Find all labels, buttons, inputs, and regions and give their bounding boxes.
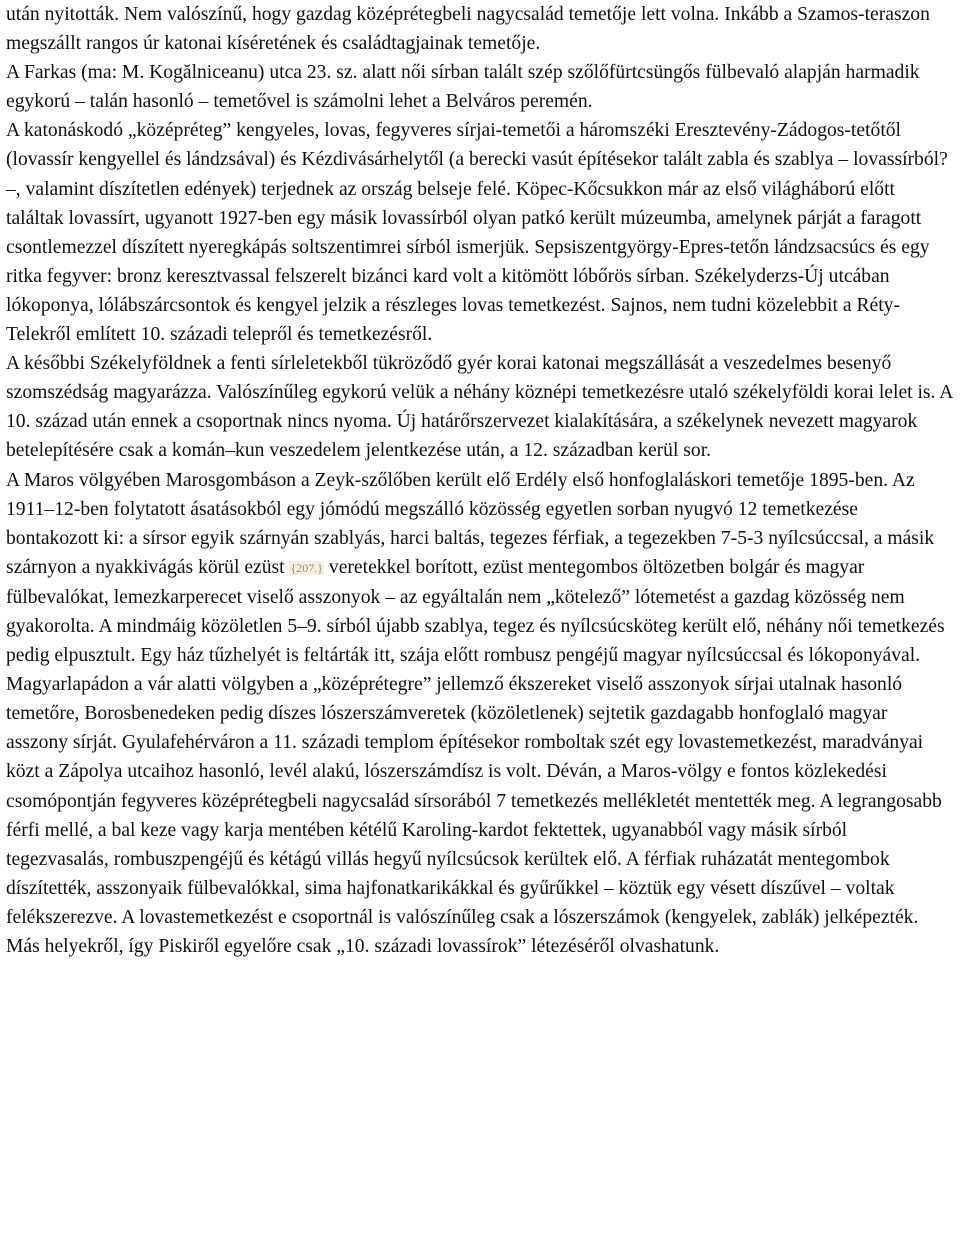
page-reference-marker[interactable]: {207.} bbox=[290, 560, 324, 575]
paragraph-2: A Farkas (ma: M. Kogălniceanu) utca 23. sz. alatt női sírban talált szép szőlőfürtcsüngős fülbevaló alapján harmadik egykorú – talán hasonló – temetővel is számolni lehet a Belváros peremén. bbox=[6, 62, 920, 113]
paragraph-1: után nyitották. Nem valószínű, hogy gazdag középrétegbeli nagycsalád temetője lett volna. Inkább a Szamos-teraszon megszállt rangos úr katonai kíséretének és családtagjainak temetője. bbox=[6, 4, 930, 55]
paragraph-3: A katonáskodó „középréteg” kengyeles, lovas, fegyveres sírjai-temetői a háromszéki Eresztevény-Zádogos-tetőtől (lovassír kengyellel és lándzsával) és Kézdivásárhelytől (a berecki vasút építésekor talált zabla és szablya – lovassírból? –, valamint díszítetlen edények) terjednek az ország belseje felé. Köpec-Kőcsukkon már az első világháború előtt találtak lovassírt, ugyanott 1927-ben egy másik lovassírból olyan patkó került múzeumba, amelynek párját a faragott csontlemezzel díszített nyeregkápás soltszentimrei sírból ismerjük. Sepsiszentgyörgy-Epres-tetőn lándzsacsúcs és egy ritka fegyver: bronz keresztvassal felszerelt bizánci kard volt a kitömött lóbőrös sírban. Székelyderzs-Új utcában lókoponya, lólábszárcsontok és kengyel jelzik a részleges lovas temetkezést. Sajnos, nem tudni közelebbit a Réty-Telekről említett 10. századi telepről és temetkezésről. bbox=[6, 120, 948, 346]
paragraph-5-text-start: A Maros völgyében Marosgombáson a Zeyk-szőlőben került elő Erdély első honfoglaláskori temetője 1895-ben. Az 1911–12-ben folytatott ásatásokból egy jómódú megszálló közösség egyetlen sorban nyugvó 12 temetkezése bontakozott ki: a sírsor egyik szárnyán szablyás, harci baltás, tegezes férfiak, a tegezekben 7-5-3 nyílcsúccsal, a másik szárnyon a nyakkivágás körül ezüst bbox=[6, 469, 935, 578]
paragraph-5-text-end: veretekkel borított, ezüst mentegombos öltözetben bolgár és magyar fülbevalókat, lemezkarperecet viselő asszonyok – az egyáltalán nem „kötelező” lótemetést a gazdag közösség nem gyakorolta. A mindmáig közöletlen 5–9. sírból újabb szablya, tegez és nyílcsúcsköteg került elő, néhány női temetkezés pedig elpusztult. Egy ház tűzhelyét is feltárták itt, szája előtt rombusz pengéjű magyar nyílcsúccsal és lókoponyával. bbox=[6, 556, 945, 667]
paragraph-6: Magyarlapádon a vár alatti völgyben a „középrétegre” jellemző ékszereket viselő asszonyok sírjai utalnak hasonló temetőre, Borosbenedeken pedig díszes lószerszámveretek (közöletlenek) sejtetik gazdagabb honfoglaló magyar asszony sírját. Gyulafehérváron a 11. századi templom építésekor romboltak szét egy lovastemetkezést, maradványai közt a Zápolya utcaihoz hasonló, levél alakú, lószerszámdísz is volt. Déván, a Maros-völgy e fontos közlekedési csomópontján fegyveres középrétegbeli nagycsalád sírsorából 7 temetkezés mellékletét mentették meg. A legrangosabb férfi mellé, a bal keze vagy karja mentében kétélű Karoling-kardot fektettek, ugyanabból vagy másik sírból tegezvasalás, rombuszpengéjű és kétágú villás hegyű nyílcsúcsok kerültek elő. A férfiak ruházatát mentegombok díszítették, asszonyaik fülbevalókkal, sima hajfonatkarikákkal és gyűrűkkel – köztük egy vésett díszűvel – voltak felékszerezve. A lovastemetkezést e csoportnál is valószínűleg csak a lószerszámok (kengyelek, zablák) jelképezték. Más helyekről, így Piskiről egyelőre csak „10. századi lovassírok” létezéséről olvashatunk. bbox=[6, 674, 942, 957]
paragraph-4: A későbbi Székelyföldnek a fenti sírleletekből tükröződő gyér korai katonai megszállását a veszedelmes besenyő szomszédság magyarázza. Valószínűleg egykorú velük a néhány köznépi temetkezésre utaló székelyföldi korai lelet is. A 10. század után ennek a csoportnak nincs nyoma. Új határőrszervezet kialakítására, a székelynek nevezett magyarok betelepítésére csak a komán–kun veszedelem jelentkezése után, a 12. században kerül sor. bbox=[6, 353, 953, 462]
paragraph-5 bbox=[6, 466, 954, 671]
document-body bbox=[6, 0, 954, 961]
